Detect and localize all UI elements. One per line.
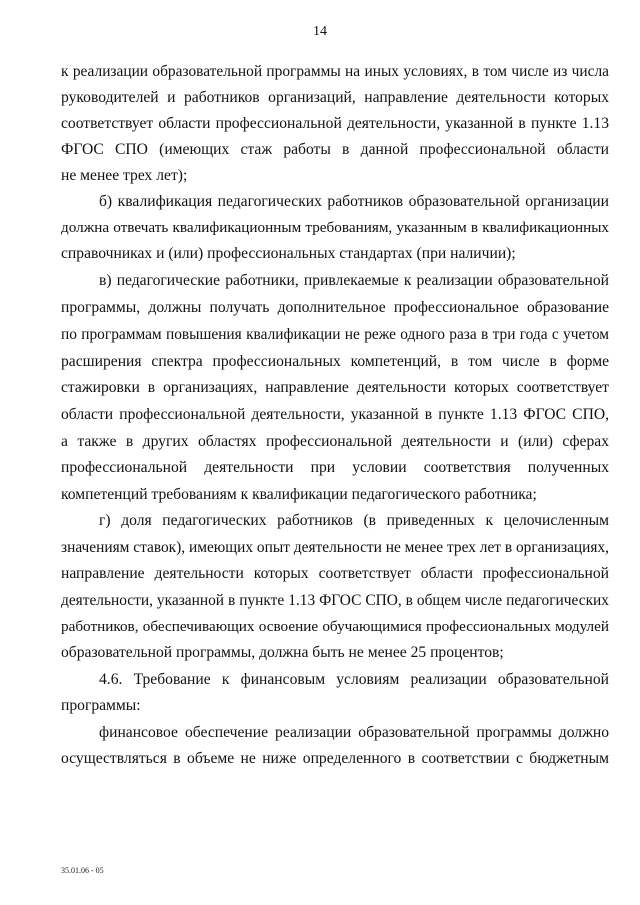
text-line: программы, должны получать дополнительное профессиональное образование [61, 299, 609, 316]
text-line: осуществляться в объеме не ниже определенного в соответствии с бюджетным [61, 750, 609, 767]
text-line: стажировки в организациях, направление деятельности которых соответствует [61, 379, 609, 396]
text-line: образовательной программы, должна быть не менее 25 процентов; [61, 644, 504, 661]
text-line: направление деятельности которых соответствует области профессиональной [61, 565, 609, 582]
text-line: по программам повышения квалификации не реже одного раза в три года с учетом [61, 326, 609, 343]
text-line: должна отвечать квалификационным требованиям, указанным в квалификационных [61, 219, 609, 236]
text-line: руководителей и работников организаций, направление деятельности которых [61, 89, 609, 106]
text-line: г) доля педагогических работников (в приведенных к целочисленным [99, 512, 609, 529]
page-number: 14 [313, 24, 327, 39]
text-line: к реализации образовательной программы на иных условиях, в том числе из числа [61, 63, 609, 80]
text-line: а также в других областях профессиональной деятельности и (или) сферах [61, 433, 609, 450]
text-line: справочниках и (или) профессиональных стандартах (при наличии); [61, 245, 516, 262]
document-code: 35.01.06 - 05 [61, 866, 104, 875]
text-line: 4.6. Требование к финансовым условиям реализации образовательной [99, 671, 609, 688]
text-line: не менее трех лет); [61, 167, 188, 184]
text-line: значениям ставок), имеющих опыт деятельности не менее трех лет в организациях, [61, 539, 609, 556]
text-line: ФГОС СПО (имеющих стаж работы в данной профессиональной области [61, 141, 609, 158]
text-line: б) квалификация педагогических работников образовательной организации [99, 193, 609, 210]
text-line: программы: [61, 697, 141, 714]
text-line: деятельности, указанной в пункте 1.13 ФГОС СПО, в общем числе педагогических [61, 592, 609, 609]
text-line: работников, обеспечивающих освоение обучающимися профессиональных модулей [61, 618, 609, 635]
text-line: расширения спектра профессиональных компетенций, в том числе в форме [61, 353, 609, 370]
text-line: соответствует области профессиональной деятельности, указанной в пункте 1.13 [61, 115, 609, 132]
text-line: в) педагогические работники, привлекаемые к реализации образовательной [99, 272, 609, 289]
text-line: финансовое обеспечение реализации образовательной программы должно [99, 724, 609, 741]
text-line: компетенций требованиям к квалификации педагогического работника; [61, 486, 537, 503]
text-line: профессиональной деятельности при условии соответствия полученных [61, 459, 609, 476]
text-line: области профессиональной деятельности, указанной в пункте 1.13 ФГОС СПО, [61, 406, 609, 423]
